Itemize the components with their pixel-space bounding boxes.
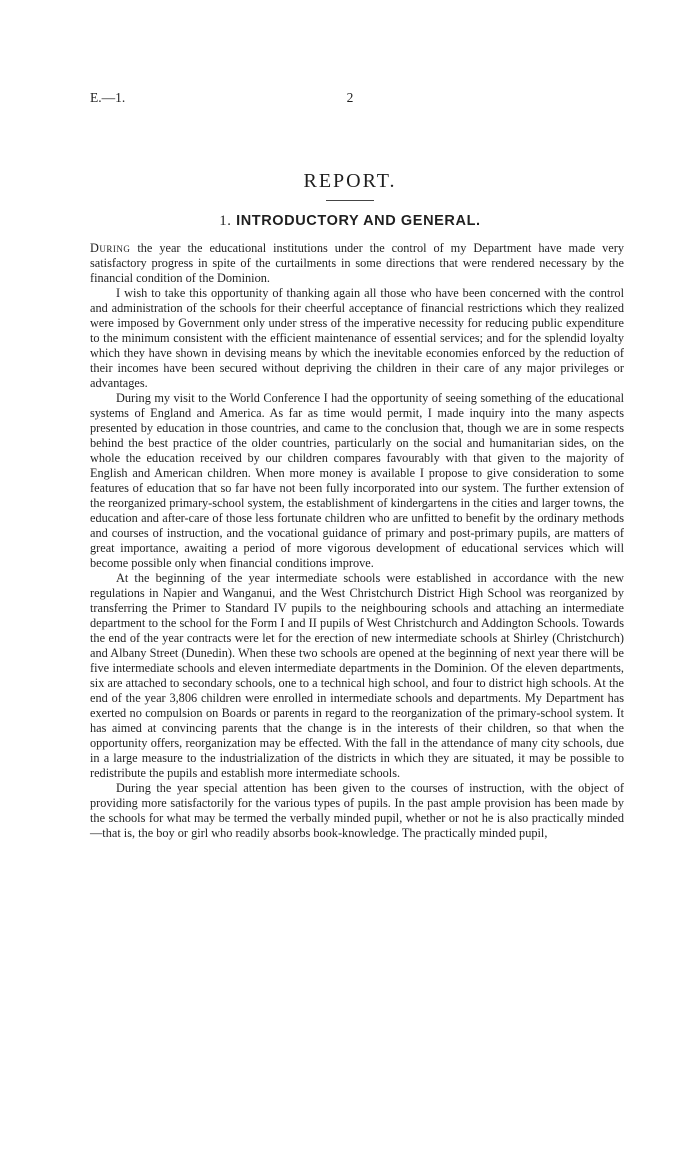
paragraph: I wish to take this opportunity of thanking again all those who have been concerned with the control and administration of the schools for their cheerful acceptance of financial restrictions which they realized were imposed by Government only under stress of the imperative necessity for reducing public expenditure to the minimum consistent with the efficient maintenance of essential services; and for the splendid loyalty which they have shown in devising means by which the inevitable economies enforced by the reduction of their incomes have been secured without depriving the children in their care of any major privileges or advantages.: [90, 286, 624, 390]
section-number: 1.: [219, 213, 232, 229]
paragraph: During the year special attention has been given to the courses of instruction, with the object of providing more satisfactorily for the various types of pupils. In the past ample provision has been made by the schools for what may be termed the verbally minded pupil, whether or not he is also practically minded—that is, the boy or girl who readily absorbs book-knowledge. The practically minded pupil,: [90, 781, 624, 840]
section-title: INTRODUCTORY AND GENERAL.: [236, 213, 481, 229]
title-rule: [326, 200, 374, 201]
page-number: 2: [346, 90, 354, 105]
paragraph: [90, 241, 624, 286]
report-title: REPORT.: [303, 170, 397, 192]
paragraph-text: the year the educational institutions under the control of my Department have made very satisfactory progress in spite of the curtailments in some directions that were rendered necessary by the financial condition of the Dominion.: [90, 241, 624, 285]
page-reference: E.—1.: [90, 90, 126, 105]
running-head: [0, 90, 700, 110]
paragraph: During my visit to the World Conference I had the opportunity of seeing something of the educational systems of England and America. As far as time would permit, I made inquiry into the many aspects presented by education in those countries, and came to the conclusion that, though we are in some respects behind the best practice of the older countries, particularly on the social and humanitarian sides, on the whole the education received by our children compares favourably with that given to the majority of English and American children. When more money is available I propose to give consideration to some features of education that so far have not been fully incorporated into our system. The further extension of the reorganized primary-school system, the establishment of kindergartens in the cities and larger towns, the education and after-care of those less fortunate children who are unfitted to benefit by the ordinary methods and courses of instruction, and the vocational guidance of primary and post-primary pupils, are matters of great importance, awaiting a period of more vigorous development of educational services which will become possible only when financial conditions improve.: [90, 391, 624, 570]
paragraph: At the beginning of the year intermediate schools were established in accordance with the new regulations in Napier and Wanganui, and the West Christchurch District High School was reorganized by transferring the Primer to Standard IV pupils to the neighbouring schools and attaching an intermediate department to the school for the Form I and II pupils of West Christchurch and Addington Schools. Towards the end of the year contracts were let for the erection of new intermediate schools at Shirley (Christchurch) and Albany Street (Dunedin). When these two schools are opened at the beginning of next year there will be five intermediate schools and eleven intermediate departments in the Dominion. Of the eleven departments, six are attached to secondary schools, one to a technical high school, and four to district high schools. At the end of the year 3,806 children were enrolled in intermediate schools and departments. My Department has exerted no compulsion on Boards or parents in regard to the reorganization of the primary-school system. It has aimed at convincing parents that the change is in the interests of their children, so that when the opportunity offers, reorganization may be effected. With the fall in the attendance of many city schools, due in a large measure to the industrialization of the districts in which they are situated, it may be possible to redistribute the pupils and establish more intermediate schools.: [90, 571, 624, 780]
body-text: [90, 241, 624, 841]
paragraph-lead: During: [90, 241, 131, 255]
section-heading: [0, 213, 700, 230]
